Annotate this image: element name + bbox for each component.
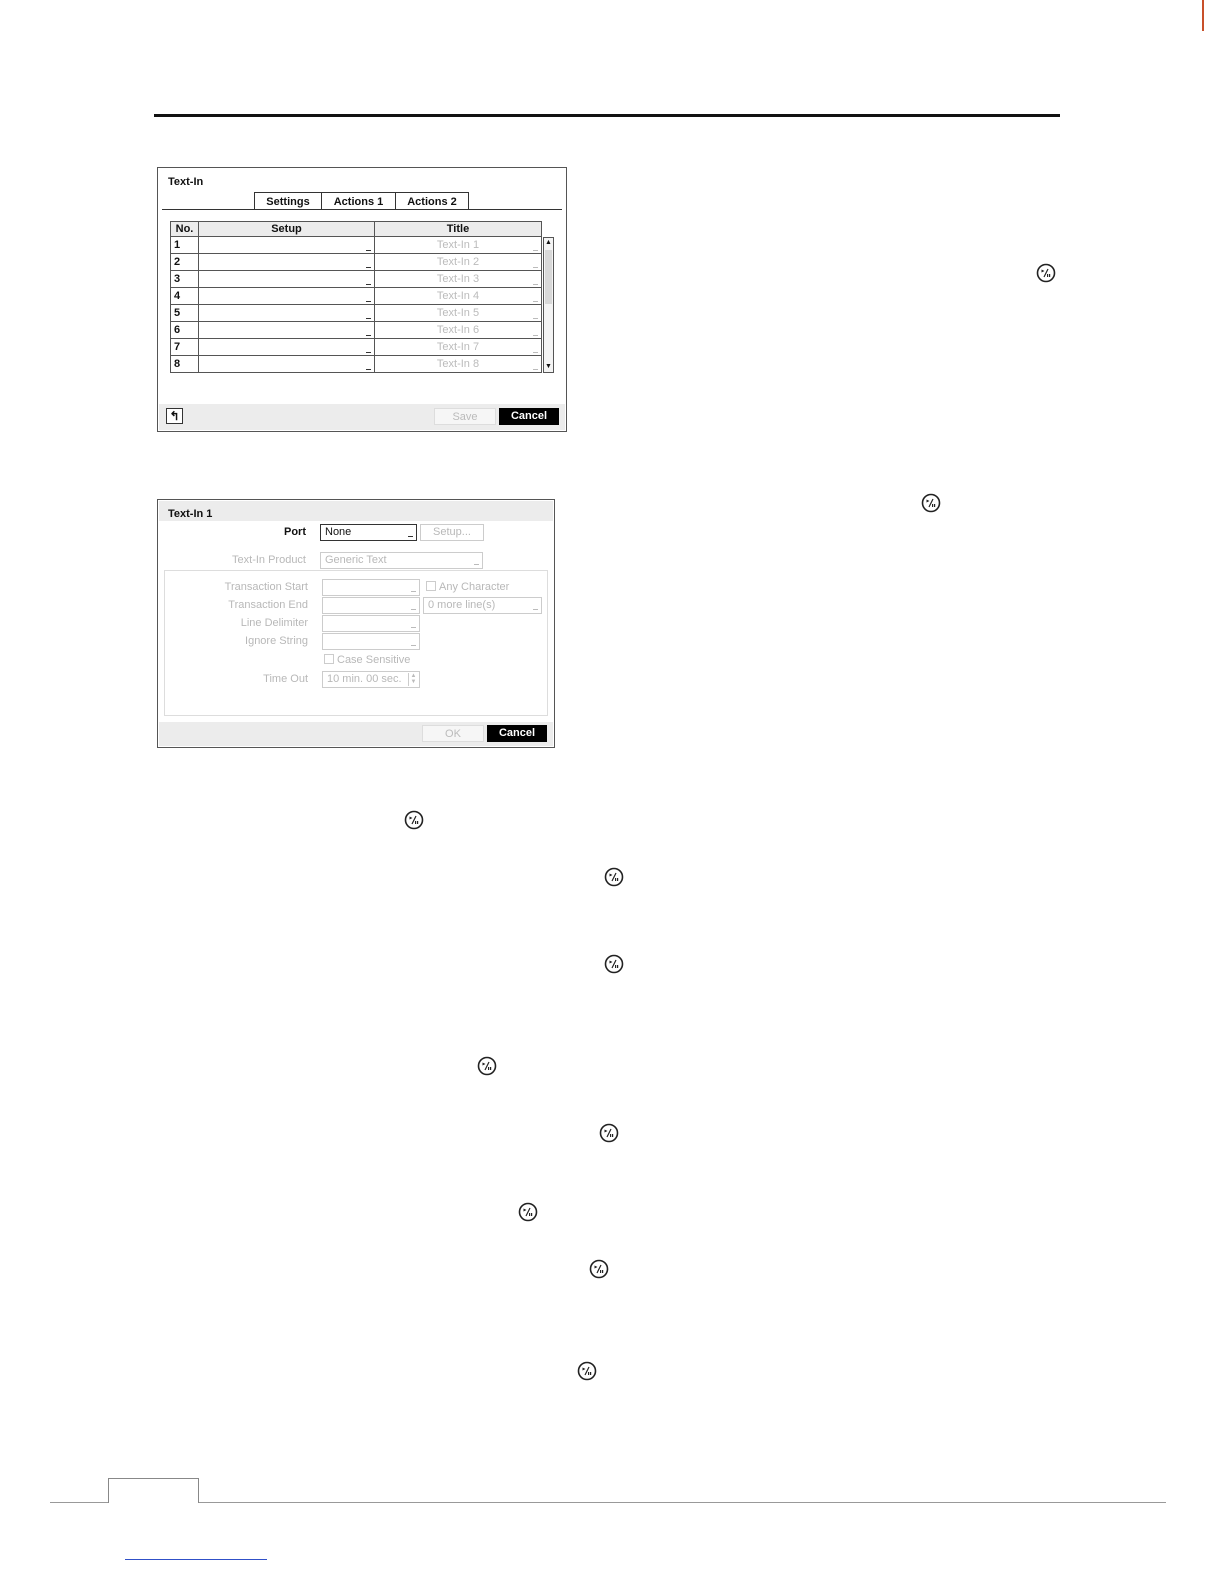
- table-row[interactable]: [171, 237, 542, 254]
- dropdown-marker-icon: [366, 284, 371, 285]
- any-character-label: Any Character: [439, 581, 510, 593]
- dialog-title-bar: [159, 501, 553, 521]
- line-delimiter-field[interactable]: [322, 615, 420, 632]
- dropdown-marker-icon: [533, 352, 538, 353]
- dropdown-marker-icon: [366, 250, 371, 251]
- title-value: Text-In 1: [436, 239, 480, 251]
- spinner-arrows-icon[interactable]: ▲ ▼: [408, 673, 418, 686]
- checkbox-icon: [426, 581, 436, 591]
- dropdown-marker-icon: [366, 369, 371, 370]
- case-sensitive-label: Case Sensitive: [337, 654, 411, 666]
- text-in-dialog: [157, 167, 567, 432]
- time-out-value: 10 min. 00 sec.: [327, 673, 402, 685]
- tab-divider: [162, 209, 562, 210]
- dropdown-marker-icon: [533, 284, 538, 285]
- title-cell[interactable]: [375, 356, 542, 373]
- title-value: Text-In 8: [436, 358, 480, 370]
- play-pause-button-icon: [921, 493, 941, 513]
- title-value: Text-In 6: [436, 324, 480, 336]
- table-row[interactable]: [171, 271, 542, 288]
- dialog-title: Text-In: [168, 176, 204, 188]
- more-lines-value: 0 more line(s): [428, 599, 496, 611]
- title-cell[interactable]: [375, 237, 542, 254]
- time-out-label: Time Out: [263, 673, 308, 685]
- dropdown-marker-icon: [411, 591, 416, 592]
- dropdown-marker-icon: [533, 301, 538, 302]
- dropdown-marker-icon: [411, 627, 416, 628]
- ignore-string-field[interactable]: [322, 633, 420, 650]
- chevron-down-icon: [533, 609, 538, 610]
- play-pause-button-icon: [589, 1259, 609, 1279]
- text-in-product-label: Text-In Product: [232, 554, 306, 566]
- setup-cell[interactable]: [199, 339, 375, 356]
- setup-cell[interactable]: [199, 254, 375, 271]
- dropdown-marker-icon: [533, 318, 538, 319]
- play-pause-button-icon: [1036, 263, 1056, 283]
- line-delimiter-label: Line Delimiter: [240, 617, 308, 629]
- transaction-end-label: Transaction End: [228, 599, 308, 611]
- title-value: Text-In 4: [436, 290, 480, 302]
- play-pause-button-icon: [604, 954, 624, 974]
- play-pause-button-icon: [477, 1056, 497, 1076]
- title-cell[interactable]: [375, 339, 542, 356]
- setup-cell[interactable]: [199, 322, 375, 339]
- column-header-no[interactable]: No.: [171, 222, 199, 237]
- row-number: 5: [171, 305, 199, 322]
- setup-cell[interactable]: [199, 305, 375, 322]
- table-header: [171, 222, 542, 237]
- title-value: Text-In 2: [436, 256, 480, 268]
- time-out-stepper[interactable]: [322, 671, 420, 688]
- port-label: Port: [284, 526, 306, 538]
- back-arrow-icon: ↰: [169, 409, 180, 423]
- setup-cell[interactable]: [199, 271, 375, 288]
- scroll-thumb[interactable]: [545, 250, 552, 304]
- dropdown-marker-icon: [366, 335, 371, 336]
- row-number: 8: [171, 356, 199, 373]
- column-header-setup[interactable]: Setup: [199, 222, 375, 237]
- title-cell[interactable]: [375, 322, 542, 339]
- dropdown-marker-icon: [533, 250, 538, 251]
- table-row[interactable]: [171, 339, 542, 356]
- dropdown-marker-icon: [366, 301, 371, 302]
- title-value: Text-In 3: [436, 273, 480, 285]
- scroll-up-icon[interactable]: ▲: [545, 239, 552, 246]
- text-in-table: [170, 221, 554, 373]
- page-number-tab: [108, 1478, 199, 1503]
- port-value: None: [325, 526, 352, 538]
- row-number: 6: [171, 322, 199, 339]
- setup-cell[interactable]: [199, 237, 375, 254]
- row-number: 7: [171, 339, 199, 356]
- case-sensitive-checkbox[interactable]: [324, 654, 410, 666]
- dropdown-marker-icon: [366, 318, 371, 319]
- save-button[interactable]: Save: [434, 408, 496, 425]
- dropdown-marker-icon: [533, 335, 538, 336]
- title-cell[interactable]: [375, 305, 542, 322]
- tab-actions-2[interactable]: Actions 2: [395, 192, 469, 210]
- setup-cell[interactable]: [199, 288, 375, 305]
- tab-bar: [254, 192, 469, 210]
- title-cell[interactable]: [375, 271, 542, 288]
- any-character-checkbox[interactable]: [426, 581, 509, 593]
- table-row[interactable]: [171, 356, 542, 373]
- footer-rule: [50, 1502, 1166, 1503]
- play-pause-button-icon: [518, 1202, 538, 1222]
- tab-actions-1[interactable]: Actions 1: [321, 192, 396, 210]
- corner-mark: [1202, 0, 1204, 31]
- transaction-start-field[interactable]: [322, 579, 420, 596]
- ignore-string-label: Ignore String: [245, 635, 308, 647]
- table-row[interactable]: [171, 254, 542, 271]
- column-header-title[interactable]: Title: [375, 222, 542, 237]
- header-rule: [154, 114, 1060, 117]
- footer-link-underline: [125, 1559, 267, 1560]
- title-value: Text-In 5: [436, 307, 480, 319]
- dialog-title: Text-In 1: [168, 508, 213, 520]
- setup-cell[interactable]: [199, 356, 375, 373]
- table-row[interactable]: [171, 305, 542, 322]
- dropdown-marker-icon: [366, 352, 371, 353]
- title-cell[interactable]: [375, 288, 542, 305]
- dropdown-marker-icon: [411, 645, 416, 646]
- play-pause-button-icon: [604, 867, 624, 887]
- row-number: 4: [171, 288, 199, 305]
- dialog-footer: [159, 722, 553, 746]
- tab-settings[interactable]: Settings: [254, 192, 322, 210]
- chevron-down-icon: [474, 564, 479, 565]
- table-row[interactable]: [171, 288, 542, 305]
- text-in-1-dialog: [157, 499, 555, 748]
- cancel-button[interactable]: Cancel: [487, 725, 547, 742]
- transaction-start-label: Transaction Start: [224, 581, 308, 593]
- dialog-footer: [159, 404, 565, 430]
- row-number: 1: [171, 237, 199, 254]
- more-lines-select[interactable]: [423, 597, 542, 614]
- dropdown-marker-icon: [366, 267, 371, 268]
- row-number: 2: [171, 254, 199, 271]
- dropdown-marker-icon: [411, 609, 416, 610]
- row-number: 3: [171, 271, 199, 288]
- transaction-end-field[interactable]: [322, 597, 420, 614]
- play-pause-button-icon: [599, 1123, 619, 1143]
- scroll-down-icon[interactable]: ▼: [545, 363, 552, 370]
- table-scrollbar[interactable]: [543, 237, 554, 373]
- ok-button[interactable]: OK: [422, 725, 484, 742]
- text-in-product-select[interactable]: [320, 552, 483, 569]
- table-row[interactable]: [171, 322, 542, 339]
- product-value: Generic Text: [325, 554, 387, 566]
- cancel-button[interactable]: Cancel: [499, 408, 559, 425]
- title-cell[interactable]: [375, 254, 542, 271]
- play-pause-button-icon: [404, 810, 424, 830]
- setup-button[interactable]: Setup...: [420, 524, 484, 541]
- checkbox-icon: [324, 654, 334, 664]
- back-button[interactable]: [166, 408, 183, 424]
- chevron-down-icon: [408, 536, 413, 537]
- port-select[interactable]: [320, 524, 417, 541]
- play-pause-button-icon: [577, 1361, 597, 1381]
- dropdown-marker-icon: [533, 267, 538, 268]
- dropdown-marker-icon: [533, 369, 538, 370]
- title-value: Text-In 7: [436, 341, 480, 353]
